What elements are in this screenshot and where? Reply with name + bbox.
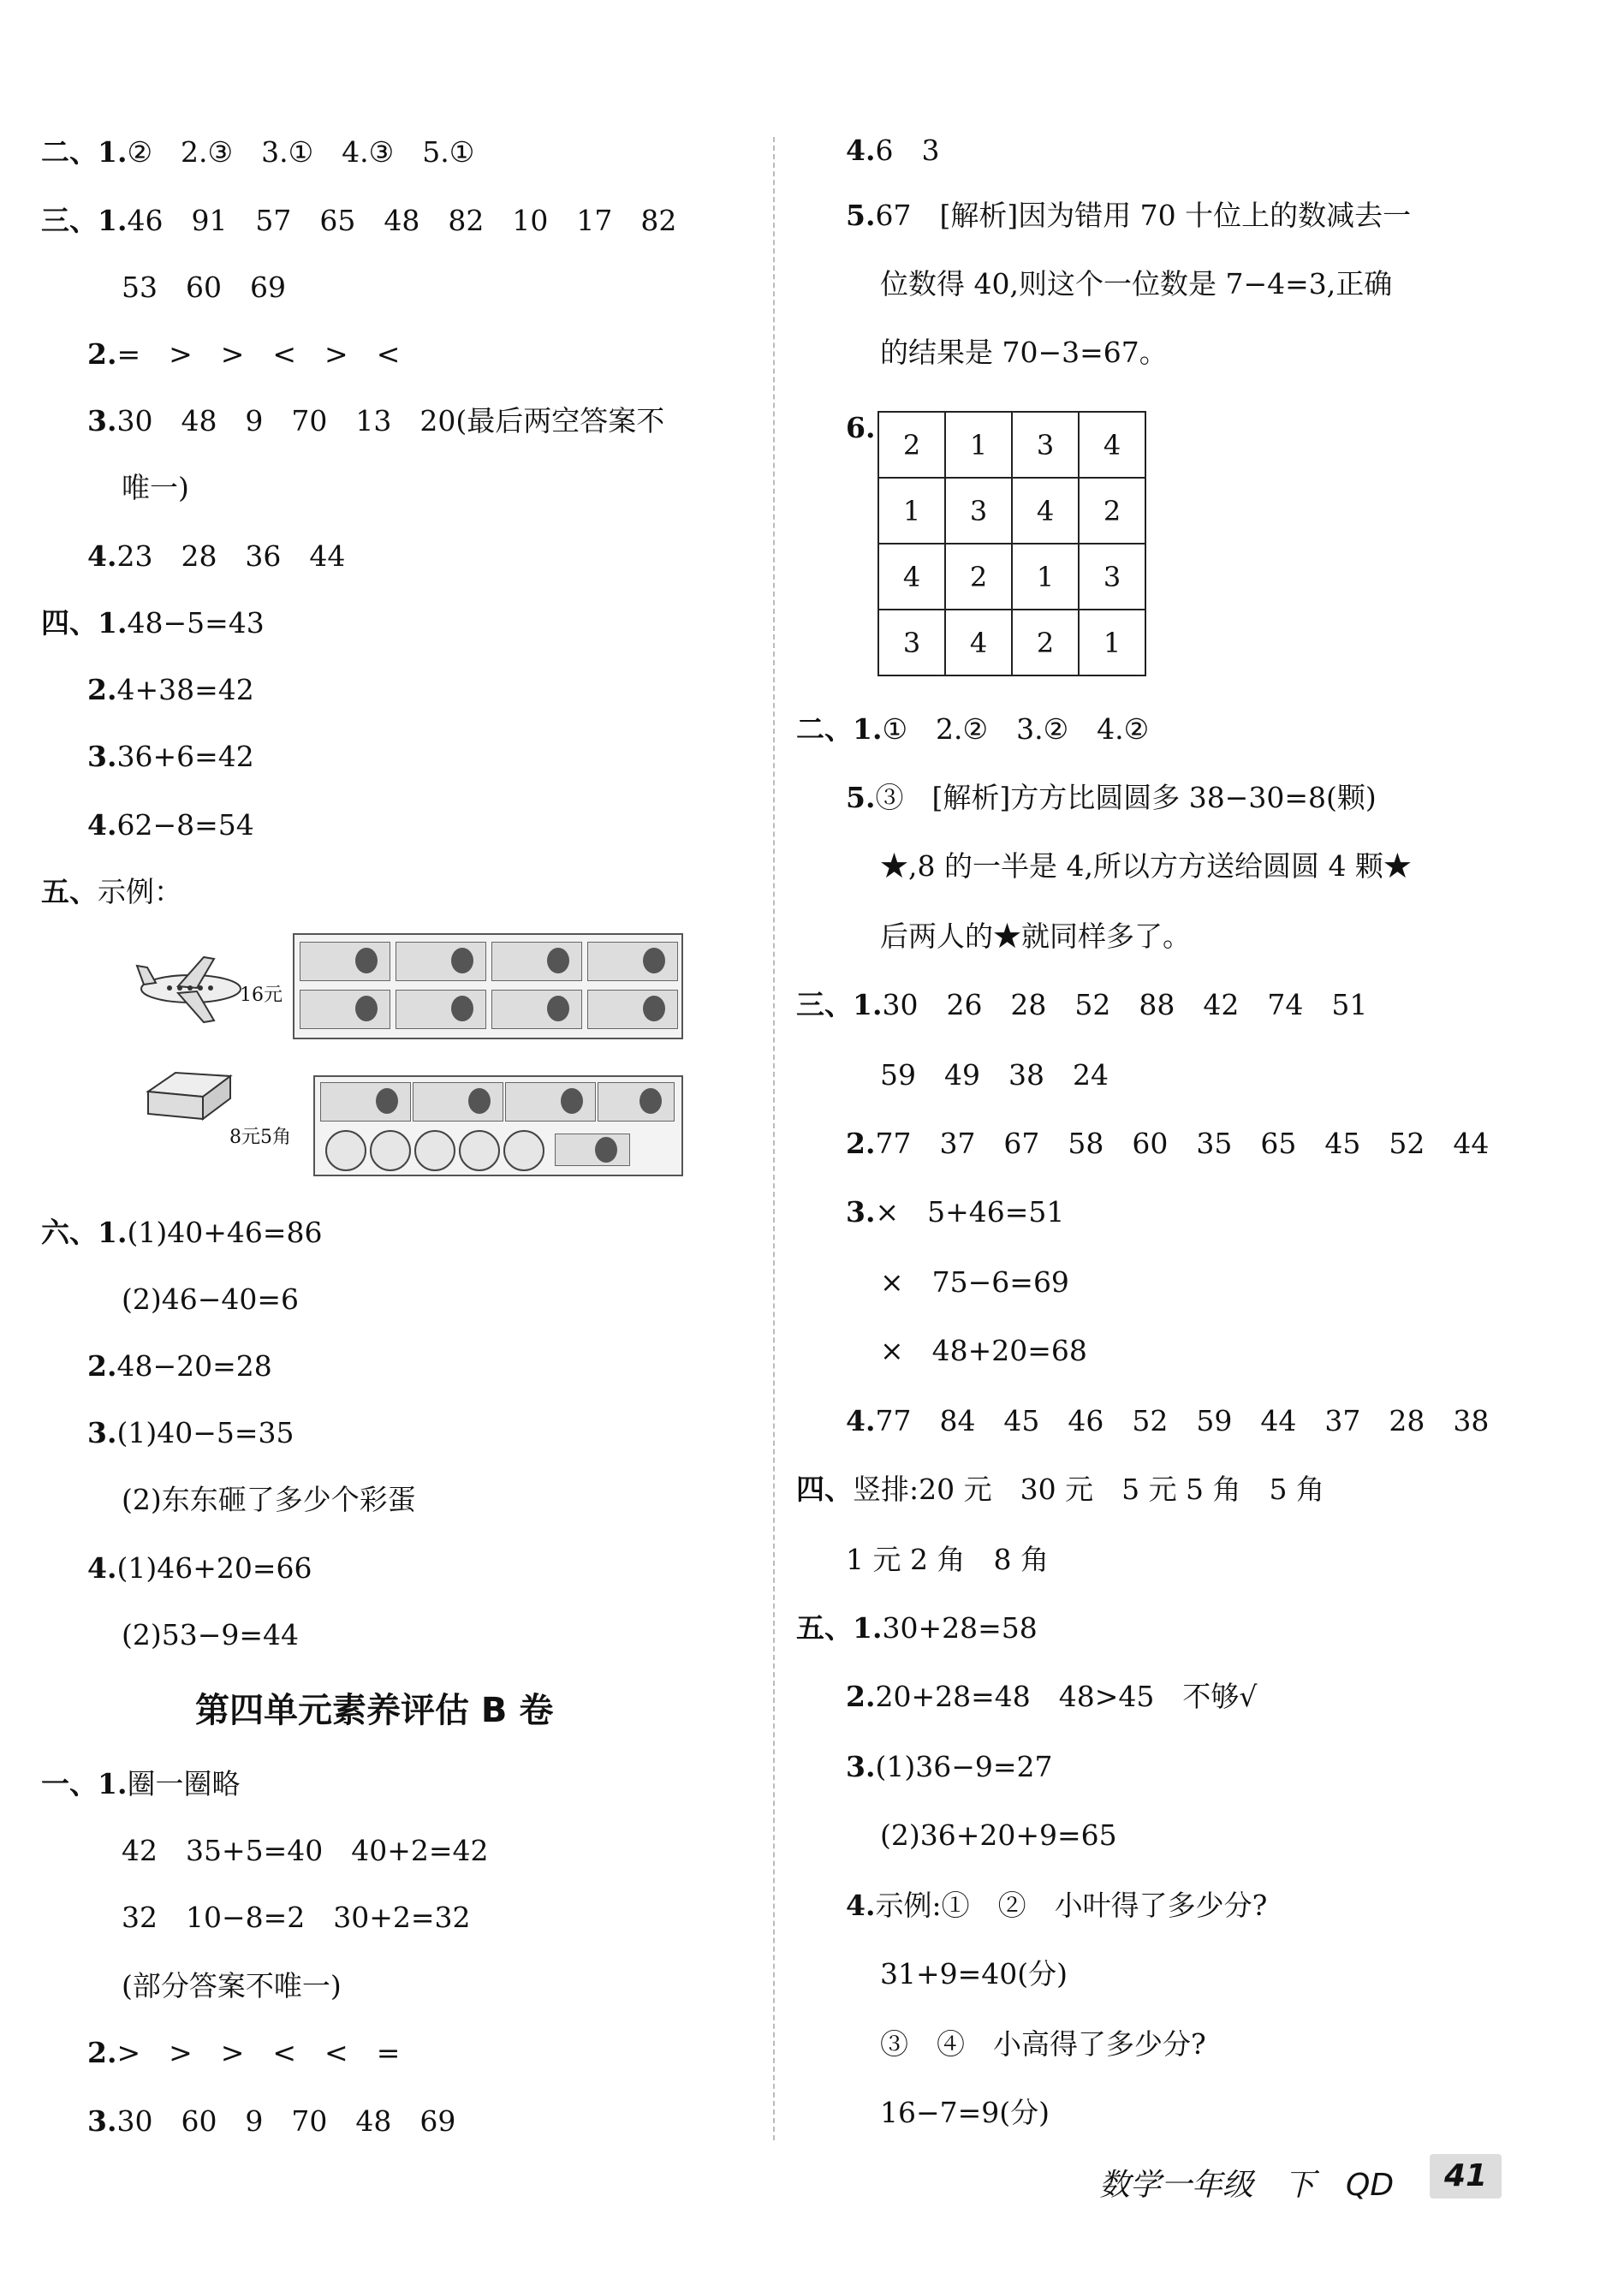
answer-line: 3.30 48 9 70 13 20(最后两空答案不 <box>87 404 665 437</box>
grid-cell: 2 <box>878 412 945 478</box>
answer-line: 2.> > > < < = <box>87 2036 401 2069</box>
answer-line: 4.(1)46+20=66 <box>87 1551 312 1585</box>
answer-line: 3.(1)40−5=35 <box>87 1416 294 1449</box>
coin-icon <box>459 1130 500 1171</box>
coin-icon <box>414 1130 455 1171</box>
banknote-group <box>293 933 683 1039</box>
money-group <box>313 1075 683 1176</box>
answer-line: 6. <box>846 411 876 444</box>
grid-cell: 4 <box>1079 412 1145 478</box>
banknote-icon <box>300 942 390 981</box>
footer-subject: 数学一年级 下 QD <box>1099 2168 1395 2203</box>
answer-line: 唯一) <box>122 471 189 504</box>
answer-line: 2.= > > < > < <box>87 337 401 371</box>
answer-line: 2.77 37 67 58 60 35 65 45 52 44 <box>846 1127 1490 1160</box>
number-grid <box>877 411 1146 676</box>
grid-cell: 4 <box>1012 478 1079 544</box>
answer-line: 四、竖排:20 元 30 元 5 元 5 角 5 角 <box>796 1473 1325 1506</box>
answer-line: 2.20+28=48 48>45 不够√ <box>846 1680 1258 1713</box>
grid-cell: 3 <box>1012 412 1079 478</box>
answer-line: (2)53−9=44 <box>122 1618 300 1651</box>
grid-cell: 3 <box>878 610 945 675</box>
answer-line: (部分答案不唯一) <box>122 1969 342 2002</box>
answer-line: 四、1.48−5=43 <box>41 606 265 640</box>
answer-line: 32 10−8=2 30+2=32 <box>122 1901 471 1934</box>
answer-line: 59 49 38 24 <box>880 1058 1109 1092</box>
banknote-icon <box>300 990 390 1029</box>
grid-cell: 1 <box>945 412 1012 478</box>
grid-cell: 3 <box>945 478 1012 544</box>
banknote-icon <box>491 990 582 1029</box>
grid-cell: 1 <box>878 478 945 544</box>
answer-line: 31+9=40(分) <box>880 1957 1068 1990</box>
answer-line: 一、1.圈一圈略 <box>41 1767 241 1800</box>
banknote-icon <box>396 942 486 981</box>
answer-line: 二、1.① 2.② 3.② 4.② <box>796 712 1150 746</box>
column-divider <box>773 137 775 2140</box>
answer-line: 16−7=9(分) <box>880 2096 1050 2129</box>
banknote-icon <box>413 1082 503 1122</box>
answer-line: 3.× 5+46=51 <box>846 1195 1065 1229</box>
answer-line: 3.30 60 9 70 48 69 <box>87 2104 456 2138</box>
page-number: 41 <box>1430 2154 1502 2199</box>
banknote-icon <box>505 1082 596 1122</box>
answer-line: × 75−6=69 <box>880 1265 1069 1299</box>
answer-line: 4.示例:① ② 小叶得了多少分? <box>846 1889 1268 1922</box>
answer-line: 五、1.30+28=58 <box>796 1611 1038 1645</box>
answer-line: 五、示例： <box>41 875 182 908</box>
toy-price: 8元5角 <box>229 1127 291 1148</box>
plane-price: 16元 <box>240 985 283 1006</box>
answer-line: 二、1.② 2.③ 3.① 4.③ 5.① <box>41 135 475 169</box>
answer-line: 六、1.(1)40+46=86 <box>41 1216 323 1249</box>
answer-line: 4.77 84 45 46 52 59 44 37 28 38 <box>846 1404 1490 1437</box>
answer-line: 4.6 3 <box>846 134 940 167</box>
answer-line: (2)46−40=6 <box>122 1282 300 1316</box>
answer-line: 后两人的★就同样多了。 <box>880 919 1191 953</box>
answer-line: 2.4+38=42 <box>87 673 254 706</box>
answer-line: ③ ④ 小高得了多少分? <box>880 2027 1206 2061</box>
answer-line: 42 35+5=40 40+2=42 <box>122 1834 489 1867</box>
banknote-icon <box>555 1134 630 1166</box>
answer-line: 4.62−8=54 <box>87 808 254 842</box>
grid-cell: 3 <box>1079 544 1145 610</box>
answer-line: 2.48−20=28 <box>87 1349 272 1383</box>
answer-line: (2)36+20+9=65 <box>880 1818 1117 1852</box>
coin-icon <box>325 1130 366 1171</box>
answer-line: 53 60 69 <box>122 271 286 304</box>
grid-cell: 4 <box>945 610 1012 675</box>
answer-line: (2)东东砸了多少个彩蛋 <box>122 1483 416 1516</box>
grid-cell: 2 <box>945 544 1012 610</box>
answer-line: 3.(1)36−9=27 <box>846 1750 1053 1783</box>
grid-cell: 2 <box>1012 610 1079 675</box>
answer-line: × 48+20=68 <box>880 1334 1087 1367</box>
answer-line: 三、1.30 26 28 52 88 42 74 51 <box>796 988 1368 1021</box>
banknote-icon <box>491 942 582 981</box>
banknote-icon <box>587 942 678 981</box>
grid-cell: 1 <box>1012 544 1079 610</box>
answer-line: 5.67 [解析]因为错用 70 十位上的数减去一 <box>846 199 1412 232</box>
banknote-icon <box>320 1082 411 1122</box>
grid-cell: 2 <box>1079 478 1145 544</box>
banknote-icon <box>587 990 678 1029</box>
answer-line: 的结果是 70−3=67。 <box>880 336 1168 369</box>
banknote-icon <box>396 990 486 1029</box>
grid-cell: 1 <box>1079 610 1145 675</box>
section-heading: 第四单元素养评估 B 卷 <box>195 1691 554 1730</box>
airplane-icon <box>135 950 247 1027</box>
answer-line: 三、1.46 91 57 65 48 82 10 17 82 <box>41 204 677 237</box>
answer-line: 1 元 2 角 8 角 <box>846 1543 1049 1576</box>
banknote-icon <box>598 1082 675 1122</box>
toy-box-icon <box>141 1066 235 1126</box>
answer-line: 4.23 28 36 44 <box>87 539 346 573</box>
coin-icon <box>503 1130 544 1171</box>
answer-line: 3.36+6=42 <box>87 740 254 773</box>
answer-line: ★,8 的一半是 4,所以方方送给圆圆 4 颗★ <box>880 849 1412 883</box>
coin-icon <box>370 1130 411 1171</box>
answer-line: 位数得 40,则这个一位数是 7−4=3,正确 <box>880 267 1393 301</box>
grid-cell: 4 <box>878 544 945 610</box>
answer-line: 5.③ [解析]方方比圆圆多 38−30=8(颗) <box>846 781 1377 814</box>
